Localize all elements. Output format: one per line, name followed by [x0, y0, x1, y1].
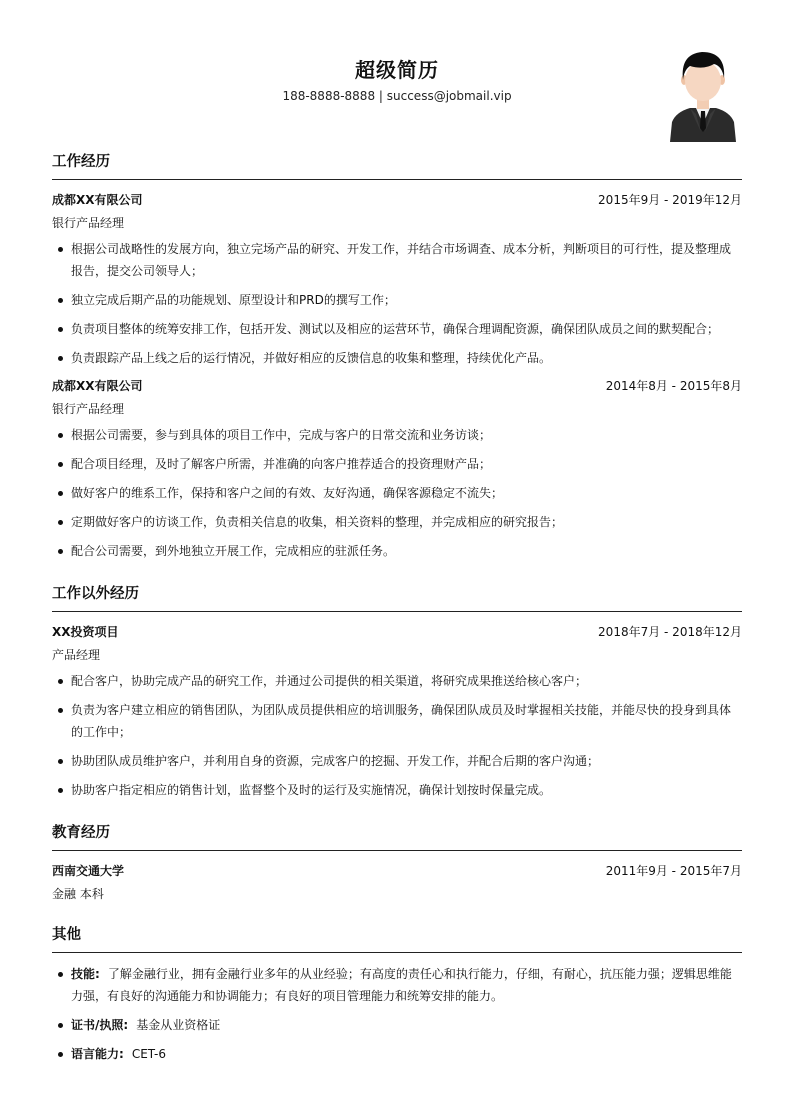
bullet-list: [52, 424, 742, 562]
education-section: [52, 821, 742, 903]
degree-major: 金融 本科: [52, 887, 104, 901]
misc-section: [52, 923, 742, 1065]
entry-role: 银行产品经理: [52, 402, 125, 416]
bullet-item: 协助团队成员维护客户，并利用自身的资源，完成客户的挖掘、开发工作，并配合后期的客户沟通；: [52, 750, 742, 772]
bullet-item: 根据公司战略性的发展方向，独立完场产品的研究、开发工作，并结合市场调查、成本分析，判断项目的可行性，提及整理成报告，提交公司领导人；: [52, 238, 742, 282]
language-item: [52, 1043, 742, 1065]
item-label: 语言能力:: [71, 1047, 124, 1061]
bullet-item: 配合公司需要，到外地独立开展工作，完成相应的驻派任务。: [52, 540, 742, 562]
bullet-item: 根据公司需要，参与到具体的项目工作中，完成与客户的日常交流和业务访谈；: [52, 424, 742, 446]
bullet-item: 负责跟踪产品上线之后的运行情况，并做好相应的反馈信息的收集和整理，持续优化产品。: [52, 347, 742, 369]
bullet-item: 协助客户指定相应的销售计划，监督整个及时的运行及实施情况，确保计划按时保量完成。: [52, 779, 742, 801]
other-experience-section: [52, 582, 742, 801]
skills-item: [52, 963, 742, 1007]
item-text: 了解金融行业，拥有金融行业多年的从业经验；有高度的责任心和执行能力，仔细，有耐心，抗压能力强；逻辑思维能力强，有良好的沟通能力和协调能力；有良好的项目管理能力和统筹安排的能力。: [71, 967, 732, 1003]
bullet-item: 定期做好客户的访谈工作，负责相关信息的收集，相关资料的整理，并完成相应的研究报告；: [52, 511, 742, 533]
item-label: 证书/执照:: [71, 1018, 129, 1032]
bullet-item: 独立完成后期产品的功能规划、原型设计和PRD的撰写工作；: [52, 289, 742, 311]
section-title-work: 工作经历: [52, 150, 742, 180]
entry-role: 产品经理: [52, 648, 101, 662]
school-name: 西南交通大学: [52, 863, 125, 878]
bullet-item: 做好客户的维系工作，保持和客户之间的有效、友好沟通，确保客源稳定不流失；: [52, 482, 742, 504]
resume-name: 超级简历: [355, 58, 439, 82]
item-text: CET-6: [131, 1047, 166, 1061]
section-title-education: 教育经历: [52, 821, 742, 851]
resume-header: [52, 0, 742, 150]
entry-role: 银行产品经理: [52, 216, 125, 230]
entry-organization: 成都XX有限公司: [52, 192, 143, 207]
work-entry: [52, 190, 742, 369]
project-entry: [52, 622, 742, 801]
work-experience-section: [52, 150, 742, 562]
item-label: 技能:: [71, 967, 100, 981]
bullet-list: [52, 238, 742, 369]
item-text: 基金从业资格证: [136, 1018, 221, 1032]
bullet-list: [52, 670, 742, 801]
section-title-other-experience: 工作以外经历: [52, 582, 742, 612]
bullet-item: 配合客户，协助完成产品的研究工作，并通过公司提供的相关渠道，将研究成果推送给核心客户；: [52, 670, 742, 692]
entry-date: 2018年7月 - 2018年12月: [598, 624, 742, 639]
bullet-list: [52, 963, 742, 1065]
section-title-misc: 其他: [52, 923, 742, 953]
bullet-item: 负责项目整体的统筹安排工作，包括开发、测试以及相应的运营环节，确保合理调配资源，确保团队成员之间的默契配合；: [52, 318, 742, 340]
work-entry: [52, 376, 742, 562]
entry-organization: XX投资项目: [52, 624, 119, 639]
contact-info: 188-8888-8888 | success@jobmail.vip: [282, 89, 512, 103]
education-entry: [52, 861, 742, 903]
entry-date: 2011年9月 - 2015年7月: [605, 863, 742, 878]
certificate-item: [52, 1014, 742, 1036]
avatar: [668, 48, 738, 142]
entry-organization: 成都XX有限公司: [52, 378, 143, 393]
bullet-item: 负责为客户建立相应的销售团队，为团队成员提供相应的培训服务，确保团队成员及时掌握相关技能，并能尽快的投身到具体的工作中；: [52, 699, 742, 743]
entry-date: 2014年8月 - 2015年8月: [605, 378, 742, 393]
bullet-item: 配合项目经理，及时了解客户所需，并准确的向客户推荐适合的投资理财产品；: [52, 453, 742, 475]
entry-date: 2015年9月 - 2019年12月: [598, 192, 742, 207]
